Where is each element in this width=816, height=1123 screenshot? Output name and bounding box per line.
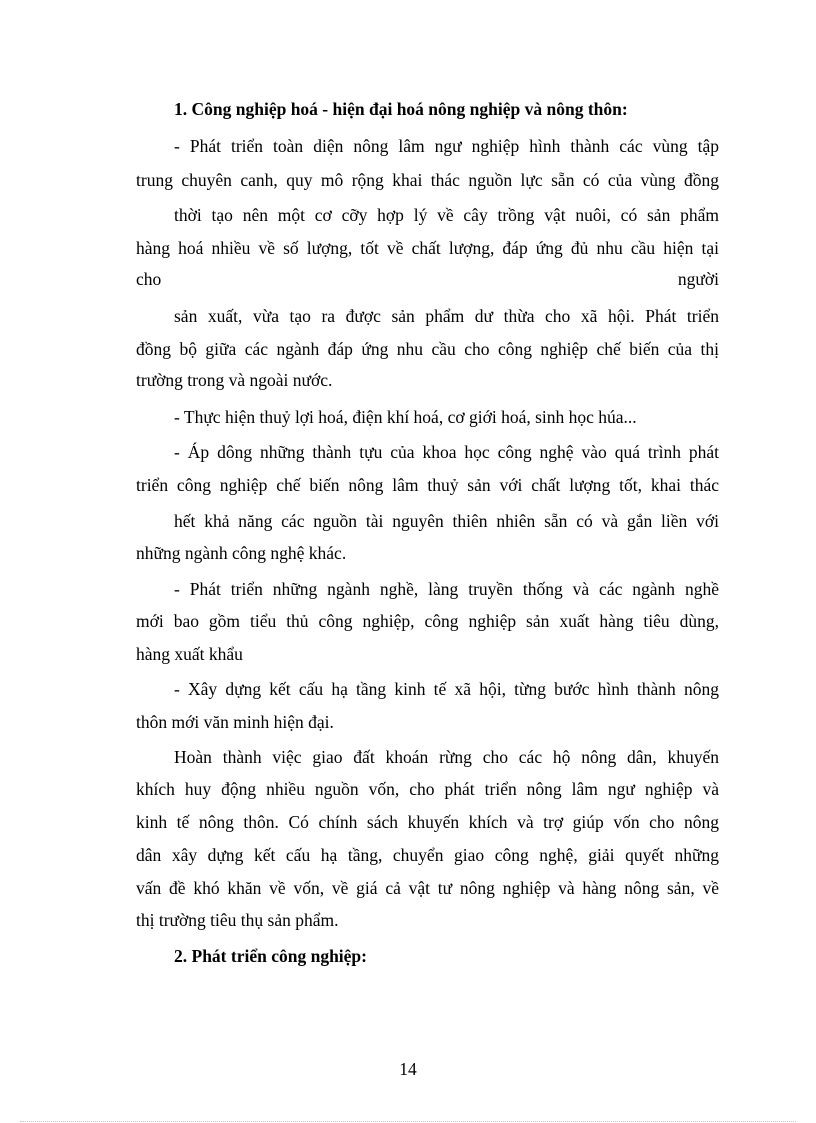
page-bottom-divider [20, 1121, 796, 1122]
section-heading-1: 1. Công nghiệp hoá - hiện đại hoá nông nghiệp và nông thôn: [174, 99, 628, 119]
paragraph-line: thôn mới văn minh hiện đại. [136, 712, 334, 732]
paragraph-line: sản xuất, vừa tạo ra được sản phẩm dư thừa cho xã hội. Phát triển [174, 306, 719, 326]
paragraph-line: hàng hoá nhiều về số lượng, tốt về chất lượng, đáp ứng đủ nhu cầu hiện tại [136, 238, 719, 258]
paragraph-line: thời tạo nên một cơ cỡy hợp lý về cây trồng vật nuôi, có sản phẩm [174, 205, 719, 225]
paragraph-line: khích huy động nhiều nguồn vốn, cho phát triển nông lâm ngư nghiệp và [136, 779, 719, 799]
paragraph-line: trường trong và ngoài nước. [136, 370, 333, 390]
section-heading-2: 2. Phát triển công nghiệp: [174, 946, 367, 966]
paragraph-line: Hoàn thành việc giao đất khoán rừng cho các hộ nông dân, khuyến [174, 747, 719, 767]
paragraph-line: - Phát triển toàn diện nông lâm ngư nghiệp hình thành các vùng tập [174, 136, 719, 156]
paragraph-line: - Phát triển những ngành nghề, làng truyền thống và các ngành nghề [174, 579, 719, 599]
paragraph-line: những ngành công nghệ khác. [136, 543, 347, 563]
page-number: 14 [399, 1059, 417, 1079]
paragraph-line: - Xây dựng kết cấu hạ tầng kinh tế xã hội, từng bước hình thành nông [174, 679, 719, 699]
paragraph-line-start: cho [136, 269, 162, 289]
paragraph-line: trung chuyên canh, quy mô rộng khai thác nguồn lực sẵn có của vùng đồng [136, 170, 719, 190]
paragraph-line: hết khả năng các nguồn tài nguyên thiên nhiên sẵn có và gắn liền với [174, 511, 719, 531]
paragraph-line: đồng bộ giữa các ngành đáp ứng nhu cầu cho công nghiệp chế biến của thị [136, 339, 719, 359]
paragraph-line: - Thực hiện thuỷ lợi hoá, điện khí hoá, cơ giới hoá, sinh học húa... [174, 407, 637, 427]
paragraph-line: triển công nghiệp chế biến nông lâm thuỷ sản với chất lượng tốt, khai thác [136, 475, 719, 495]
paragraph-line: - Áp dông những thành tựu của khoa học công nghệ vào quá trình phát [174, 442, 719, 462]
paragraph-line-end: người [677, 269, 719, 289]
paragraph-line: dân xây dựng kết cấu hạ tầng, chuyển giao công nghệ, giải quyết những [136, 845, 719, 865]
paragraph-line: vấn đề khó khăn về vốn, về giá cả vật tư nông nghiệp và hàng nông sản, về [136, 878, 719, 898]
paragraph-line: thị trường tiêu thụ sản phẩm. [136, 910, 339, 930]
paragraph-line: kinh tế nông thôn. Có chính sách khuyến khích và trợ giúp vốn cho nông [136, 812, 719, 832]
paragraph-line: hàng xuất khẩu [136, 644, 243, 664]
paragraph-line: mới bao gồm tiểu thủ công nghiệp, công nghiệp sản xuất hàng tiêu dùng, [136, 611, 719, 631]
